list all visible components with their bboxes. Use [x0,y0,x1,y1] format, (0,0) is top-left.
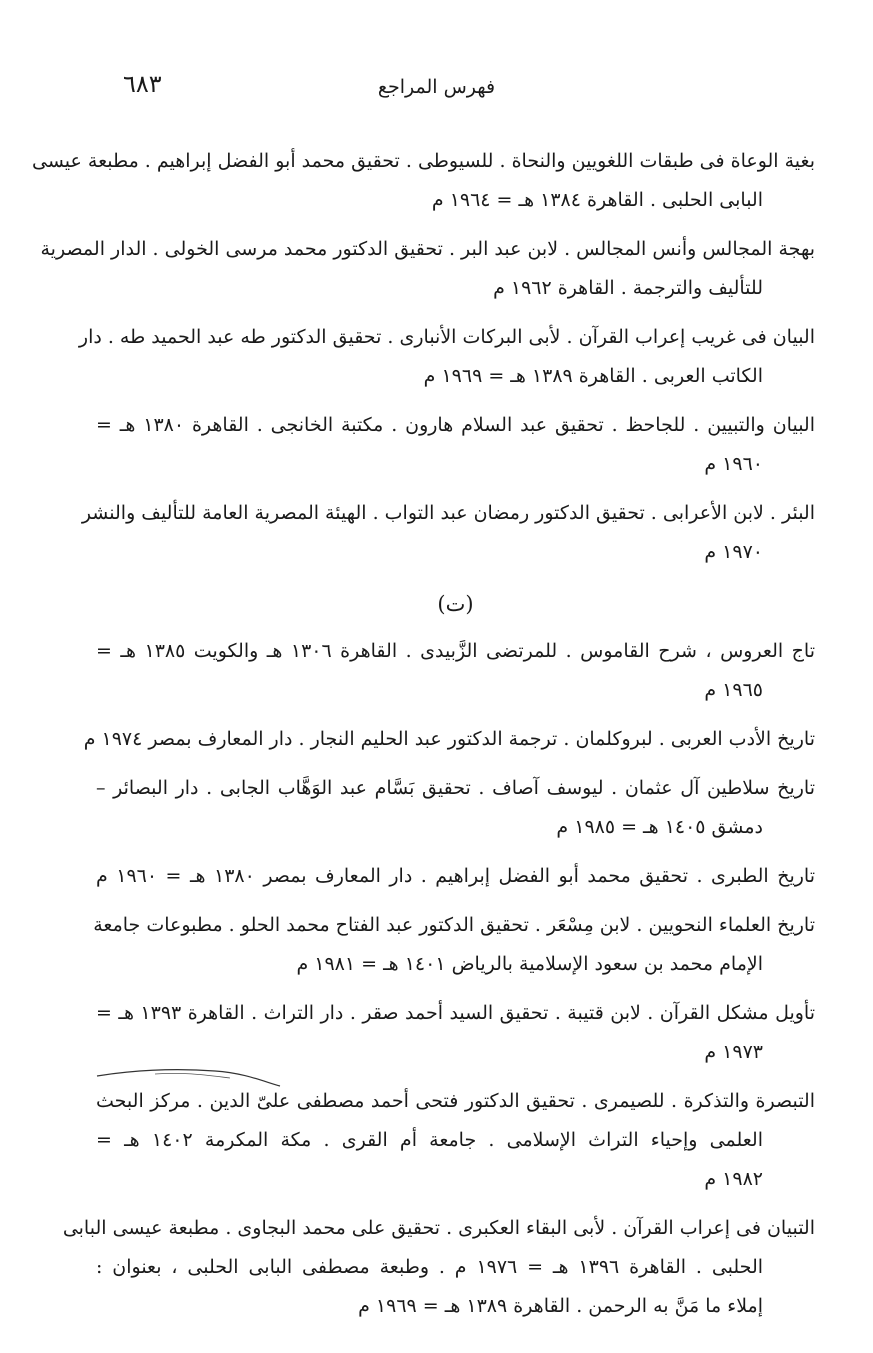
entry-line: إملاء ما مَنَّ به الرحمن . القاهرة ١٣٨٩ هـ = ١٩٦٩ م [358,1295,763,1317]
entry-line: البئر . لابن الأعرابى . تحقيق الدكتور رمضان عبد التواب . الهيئة المصرية العامة للتأليف والنشر [81,502,815,524]
entry-line: ١٩٧٠ م [704,541,763,563]
bibliography-entry [96,994,815,1072]
bibliography-entry [96,632,815,710]
entry-line: ١٩٦٠ م [704,453,763,475]
bibliography-entry [32,142,815,220]
entry-line: التبصرة والتذكرة . للصيمرى . تحقيق الدكتور فتحى أحمد مصطفى علىّ الدين . مركز البحث [96,1090,815,1112]
bibliography-entry [93,906,815,984]
entry-line: للتأليف والترجمة . القاهرة ١٩٦٢ م [493,277,763,299]
bibliography-entry [78,318,815,396]
entry-line: البابى الحلبى . القاهرة ١٣٨٤ هـ = ١٩٦٤ م [431,189,763,211]
page-number: ٦٨٣ [123,70,162,98]
pen-stroke-mark [95,1062,375,1092]
entry-line: البيان والتبيين . للجاحظ . تحقيق عبد السلام هارون . مكتبة الخانجى . القاهرة ١٣٨٠ هـ = [96,414,815,436]
entry-line: ١٩٦٥ م [704,679,763,701]
bibliography-entry [40,230,815,308]
entry-line: التبيان فى إعراب القرآن . لأبى البقاء العكبرى . تحقيق على محمد البجاوى . مطبعة عيسى البابى [62,1217,815,1239]
entry-line: العلمى وإحياء التراث الإسلامى . جامعة أم القرى . مكة المكرمة ١٤٠٢ هـ = [96,1129,763,1151]
bibliography-entry [96,769,815,847]
entry-line: تاريخ الطبرى . تحقيق محمد أبو الفضل إبراهيم . دار المعارف بمصر ١٣٨٠ هـ = ١٩٦٠ م [96,865,815,887]
entry-line: دمشق ١٤٠٥ هـ = ١٩٨٥ م [556,816,763,838]
page-header [95,70,778,110]
entry-line: تاج العروس ، شرح القاموس . للمرتضى الزَّبيدى . القاهرة ١٣٠٦ هـ والكويت ١٣٨٥ هـ = [96,640,815,662]
entry-line: الإمام محمد بن سعود الإسلامية بالرياض ١٤٠١ هـ = ١٩٨١ م [296,953,763,975]
entry-line: تاريخ العلماء النحويين . لابن مِسْعَر . تحقيق الدكتور عبد الفتاح محمد الحلو . مطبوعات جامعة [93,914,815,936]
entry-line: تاريخ الأدب العربى . لبروكلمان . ترجمة الدكتور عبد الحليم النجار . دار المعارف بمصر ١٩٧٤ م [83,728,815,750]
entry-line: بهجة المجالس وأنس المجالس . لابن عبد البر . تحقيق الدكتور محمد مرسى الخولى . الدار المصرية [40,238,815,260]
entry-line: ١٩٧٣ م [704,1041,763,1063]
bibliography-entry [83,720,815,759]
bibliography-entry [96,857,815,896]
bibliography-entry [96,1082,815,1199]
entry-line: ١٩٨٢ م [704,1168,763,1190]
running-title: فهرس المراجع [377,76,496,98]
entry-line: تأويل مشكل القرآن . لابن قتيبة . تحقيق السيد أحمد صقر . دار التراث . القاهرة ١٣٩٣ هـ = [96,1002,815,1024]
entry-line: الحلبى . القاهرة ١٣٩٦ هـ = ١٩٧٦ م . وطبعة مصطفى البابى الحلبى ، بعنوان : [96,1256,764,1278]
entry-line: تاريخ سلاطين آل عثمان . ليوسف آصاف . تحقيق بَسَّام عبد الوَهَّاب الجابى . دار البصائر – [96,777,815,799]
bibliography-list [32,142,815,1336]
entry-line: بغية الوعاة فى طبقات اللغويين والنحاة . للسيوطى . تحقيق محمد أبو الفضل إبراهيم . مطبعة عيسى [32,150,815,172]
bibliography-entry [62,1209,815,1326]
bibliography-entry [81,494,815,572]
section-heading: (ت) [437,592,474,616]
entry-line: الكاتب العربى . القاهرة ١٣٨٩ هـ = ١٩٦٩ م [423,365,763,387]
entry-line: البيان فى غريب إعراب القرآن . لأبى البركات الأنبارى . تحقيق الدكتور طه عبد الحميد طه . دار [78,326,815,348]
bibliography-entry [96,406,815,484]
